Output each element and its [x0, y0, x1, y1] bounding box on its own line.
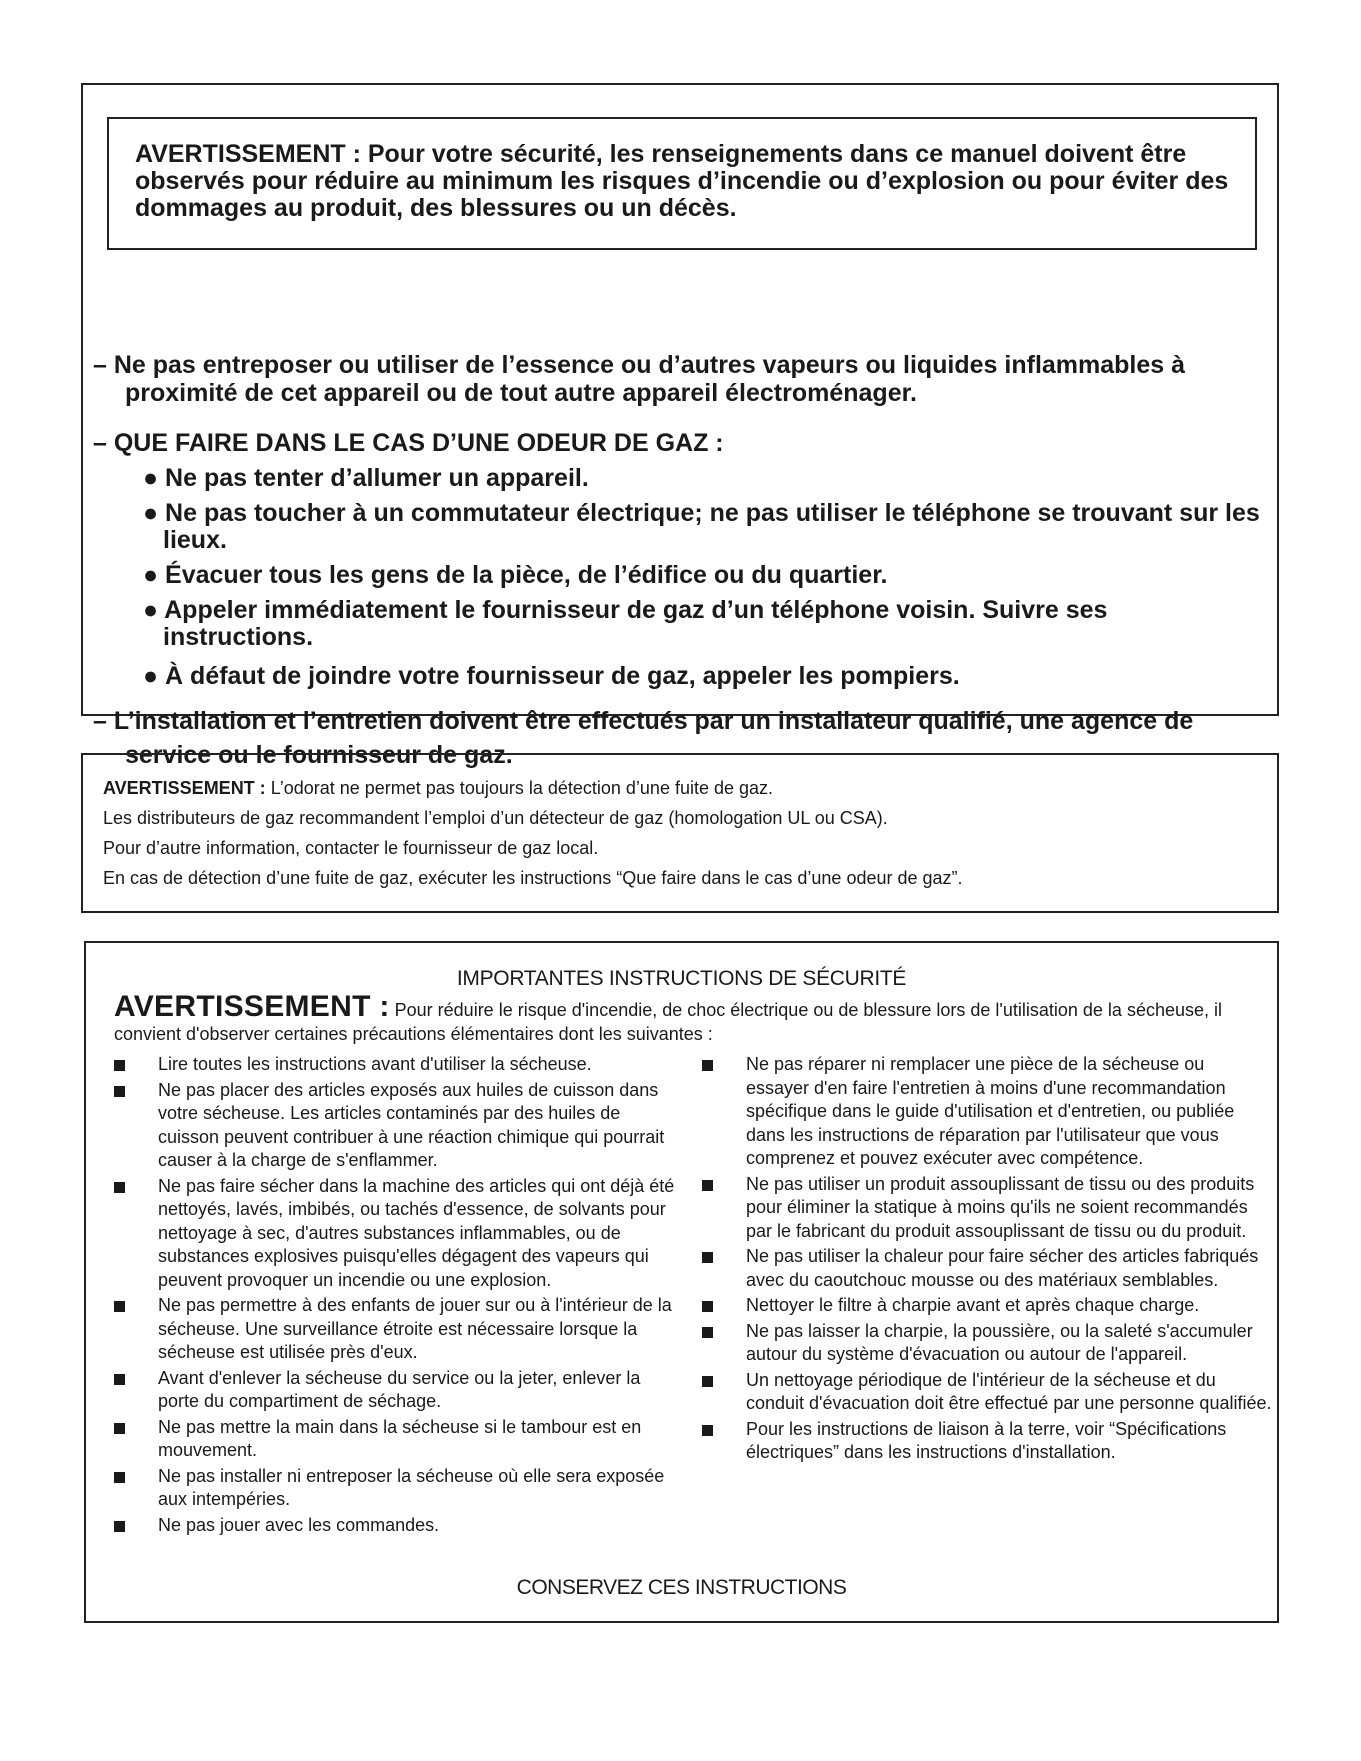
list-item-text: Ne pas laisser la charpie, la poussière, ou la saleté s'accumuler autour du système d'évacuation ou autour de l'appareil.: [746, 1320, 1253, 1364]
square-bullet-icon: [114, 1374, 125, 1385]
square-bullet-icon: [114, 1472, 125, 1483]
list-item-text: Ne pas installer ni entreposer la sécheuse où elle sera exposée aux intempéries.: [158, 1465, 665, 1509]
detection-line-3: Pour d’autre information, contacter le fournisseur de gaz local.: [103, 838, 599, 858]
list-item-text: Lire toutes les instructions avant d'utiliser la sécheuse.: [158, 1054, 592, 1074]
gas-odor-heading: – QUE FAIRE DANS LE CAS D’UNE ODEUR DE GAZ :: [93, 429, 724, 457]
safety-instructions-title: IMPORTANTES INSTRUCTIONS DE SÉCURITÉ: [456, 967, 907, 990]
detection-line-4: En cas de détection d’une fuite de gaz, exécuter les instructions “Que faire dans le cas d’une odeur de gaz”.: [103, 868, 963, 888]
list-item: [702, 1294, 1272, 1318]
square-bullet-icon: [702, 1301, 713, 1312]
no-flammable-storage: – Ne pas entreposer ou utiliser de l’essence ou d’autres vapeurs ou liquides inflammables à proximité de cet appareil ou de tout autre appareil électroménager.: [93, 351, 1186, 407]
list-item: [114, 1416, 684, 1463]
right-instructions-list: [702, 1053, 1272, 1467]
detection-line-1-text: L’odorat ne permet pas toujours la détection d’une fuite de gaz.: [265, 778, 774, 798]
detection-line-2: Les distributeurs de gaz recommandent l’emploi d’un détecteur de gaz (homologation UL ou CSA).: [103, 808, 888, 828]
list-item: [702, 1418, 1272, 1465]
list-item-text: Avant d'enlever la sécheuse du service ou la jeter, enlever la porte du compartiment de séchage.: [158, 1367, 641, 1411]
gas-bullet: ● Appeler immédiatement le fournisseur de gaz d’un téléphone voisin. Suivre ses instructions.: [143, 596, 1108, 651]
square-bullet-icon: [702, 1327, 713, 1338]
safety-warning-label: AVERTISSEMENT :: [114, 990, 390, 1023]
gas-instructions: [93, 265, 1263, 772]
square-bullet-icon: [114, 1086, 125, 1097]
gas-detection-box: [81, 753, 1279, 913]
square-bullet-icon: [114, 1182, 125, 1193]
gas-bullet: ● Évacuer tous les gens de la pièce, de l’édifice ou du quartier.: [143, 561, 888, 589]
list-item-text: Un nettoyage périodique de l'intérieur de la sécheuse et du conduit d'évacuation doit être effectué par une personne qualifiée.: [746, 1369, 1272, 1413]
square-bullet-icon: [702, 1252, 713, 1263]
list-item: [114, 1175, 684, 1293]
safety-warning-inner-box: [107, 117, 1257, 250]
list-item-text: Ne pas utiliser un produit assouplissant de tissu ou des produits pour éliminer la statique à moins qu'ils ne soient recommandés par le fabricant du produit assouplissant de tissu ou du produit.: [746, 1173, 1255, 1241]
list-item: [114, 1514, 684, 1538]
square-bullet-icon: [114, 1521, 125, 1532]
gas-bullet: ● Ne pas tenter d’allumer un appareil.: [143, 464, 589, 492]
square-bullet-icon: [114, 1060, 125, 1071]
square-bullet-icon: [114, 1423, 125, 1434]
save-instructions-footer: CONSERVEZ CES INSTRUCTIONS: [516, 1576, 847, 1599]
list-item: [114, 1294, 684, 1365]
list-item: [702, 1369, 1272, 1416]
detection-line-1: [103, 773, 1277, 803]
safety-warning-text: Pour réduire le risque d'incendie, de choc électrique ou de blessure lors de l'utilisation de la sécheuse, il convient d'observer certaines précautions élémentaires dont les suivantes :: [114, 1000, 1222, 1044]
square-bullet-icon: [114, 1301, 125, 1312]
list-item-text: Ne pas utiliser la chaleur pour faire sécher des articles fabriqués avec du caoutchouc mousse ou des matériaux semblables.: [746, 1246, 1259, 1290]
list-item-text: Pour les instructions de liaison à la terre, voir “Spécifications électriques” dans les instructions d'installation.: [746, 1418, 1227, 1462]
safety-instructions-box: [84, 941, 1279, 1623]
safety-warning-text: AVERTISSEMENT : Pour votre sécurité, les renseignements dans ce manuel doivent être observés pour réduire au minimum les risques d’incendie ou d’explosion ou pour éviter des dommages au produit, des blessures ou un décès.: [135, 140, 1229, 222]
gas-warning-box: [81, 83, 1279, 769]
list-item-text: Nettoyer le filtre à charpie avant et après chaque charge.: [746, 1295, 1200, 1315]
list-item-text: Ne pas jouer avec les commandes.: [158, 1514, 440, 1535]
gas-bullet: ● À défaut de joindre votre fournisseur de gaz, appeler les pompiers.: [143, 662, 960, 690]
square-bullet-icon: [702, 1060, 713, 1071]
installation-note: – L’installation et l’entretien doivent être effectués par un installateur qualifié, une agence de service ou le fournisseur de gaz.: [93, 707, 1194, 769]
list-item: [702, 1320, 1272, 1367]
square-bullet-icon: [702, 1376, 713, 1387]
safety-intro: [114, 990, 1264, 1046]
square-bullet-icon: [702, 1180, 713, 1191]
list-item: [114, 1367, 684, 1414]
left-instructions-list: [114, 1053, 684, 1539]
gas-bullet: ● Ne pas toucher à un commutateur électrique; ne pas utiliser le téléphone se trouvant sur les lieux.: [143, 499, 1260, 554]
detection-warning-label: AVERTISSEMENT :: [103, 778, 266, 798]
list-item: [114, 1465, 684, 1512]
list-item: [702, 1053, 1272, 1171]
list-item: [702, 1245, 1272, 1292]
list-item: [114, 1079, 684, 1173]
list-item-text: Ne pas placer des articles exposés aux huiles de cuisson dans votre sécheuse. Les articles contaminés par des huiles de cuisson peuvent contribuer à une réaction chimique qui pourrait causer à la charge de s'enflammer.: [158, 1079, 665, 1170]
list-item-text: Ne pas réparer ni remplacer une pièce de la sécheuse ou essayer d'en faire l'entretien à moins d'une recommandation spécifique dans le guide d'utilisation et d'entretien, ou publiée dans les instructions de réparation par l'utilisateur que vous comprenez et pouvez exécuter avec compétence.: [746, 1054, 1235, 1168]
list-item: [702, 1173, 1272, 1244]
square-bullet-icon: [702, 1425, 713, 1436]
list-item-text: Ne pas mettre la main dans la sécheuse si le tambour est en mouvement.: [158, 1416, 642, 1460]
list-item-text: Ne pas permettre à des enfants de jouer sur ou à l'intérieur de la sécheuse. Une surveillance étroite est nécessaire lorsque la sécheuse est utilisée près d'eux.: [158, 1295, 672, 1362]
list-item: [114, 1053, 684, 1077]
list-item-text: Ne pas faire sécher dans la machine des articles qui ont déjà été nettoyés, lavés, imbibés, ou tachés d'essence, de solvants pour nettoyage à sec, d'autres substances inflammables, ou de substances explosives puisqu'elles dégagent des vapeurs qui peuvent provoquer un incendie ou une explosion.: [158, 1175, 675, 1290]
